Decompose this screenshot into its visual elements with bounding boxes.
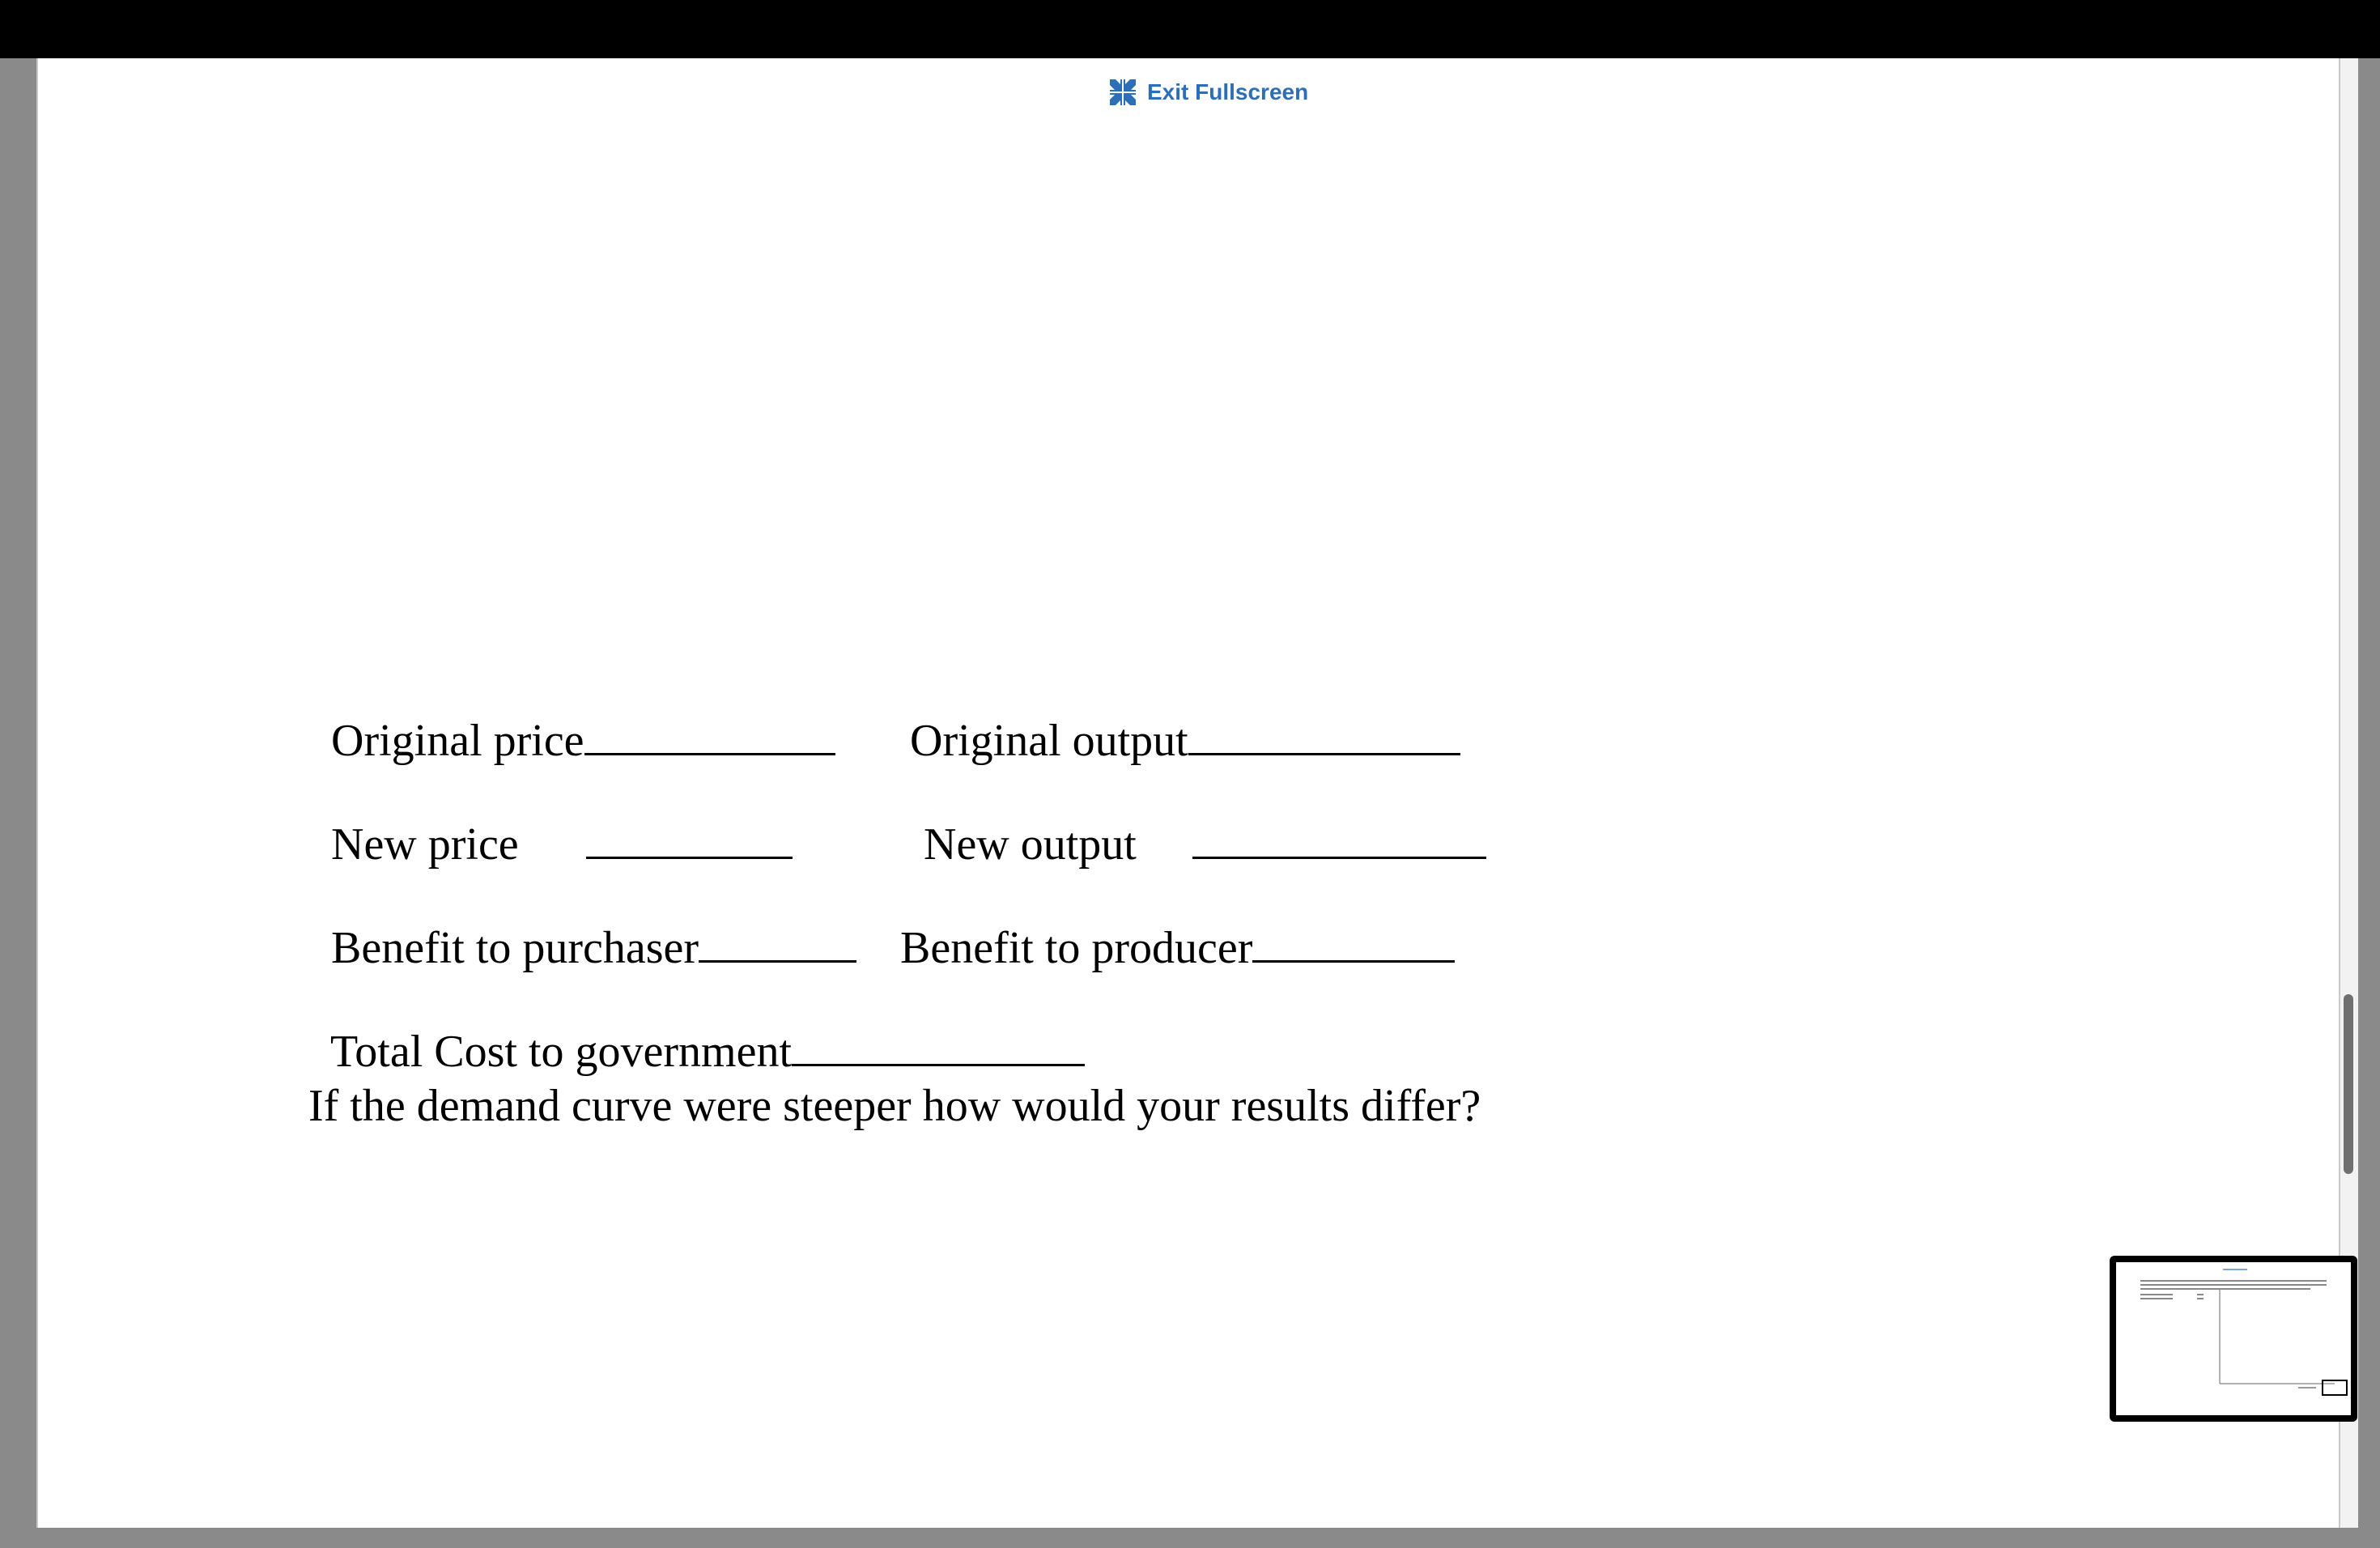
total-cost-label: Total Cost to government [330,1027,793,1077]
original-output-blank [1188,714,1460,755]
benefit-purchaser-label: Benefit to purchaser [331,923,699,973]
benefit-producer-blank [1252,921,1455,963]
exit-fullscreen-button[interactable] [1108,74,1308,110]
collapse-arrows-icon [1108,78,1137,107]
new-price-label: New price [331,819,519,870]
original-price-blank [584,714,835,755]
page-thumbnail[interactable] [2110,1256,2357,1422]
top-bar [0,0,2380,58]
new-output-label: New output [924,819,1137,870]
thumbnail-preview [2116,1262,2351,1415]
original-output-label: Original output [910,716,1188,766]
new-output-blank [1192,818,1486,859]
benefit-purchaser-row [308,876,856,971]
new-output-row [901,772,1486,870]
new-price-blank [586,818,793,859]
original-output-row [887,669,1460,766]
new-price-row [308,772,793,870]
bottom-frame [0,1528,2380,1548]
benefit-producer-row [878,876,1455,971]
question-text: If the demand curve were steeper how would your results differ? [308,1081,1481,1131]
scrollbar-thumb[interactable] [2344,994,2353,1174]
original-price-row [308,669,835,766]
exit-fullscreen-label: Exit Fullscreen [1147,79,1309,104]
original-price-label: Original price [331,716,584,766]
total-cost-blank [792,1025,1085,1066]
benefit-producer-label: Benefit to producer [900,923,1253,973]
total-cost-row [308,980,1085,1077]
benefit-purchaser-blank [699,921,856,963]
